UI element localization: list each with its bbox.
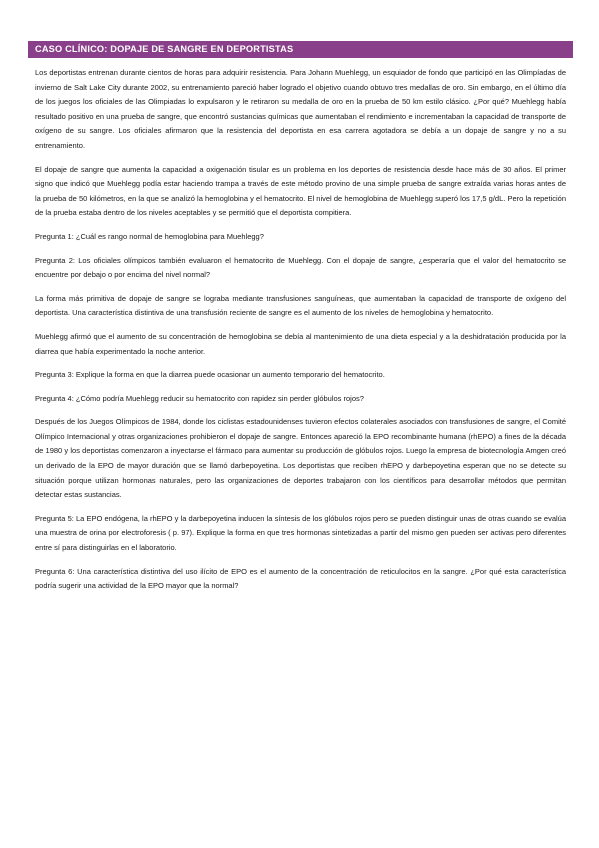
paragraph: Después de los Juegos Olímpicos de 1984, donde los ciclistas estadounidenses tuvieron efectos colaterales asociados con transfusiones de sangre, el Comité Olímpico Internacional y otras organizaciones prohibieron el dopaje de sangre. Entonces apareció la EPO recombinante humana (rhEPO) a fines de la década de 1980 y los deportistas comenzaron a inyectarse el fármaco para aumentar su producción de glóbulos rojos. Luego la empresa de biotecnología Amgen creó un derivado de la EPO de mayor duración que se llamó darbepoyetina. Los deportistas que reciben rhEPO y darbepoyetina esperan que no se detecte su situación porque utilizan hormonas naturales, pero las organizaciones de deportes trabajaron con los científicos para desarrollar métodos que permitan detectar estas sustancias. xyxy=(35,417,566,500)
question-6: Pregunta 6: Una característica distintiva del uso ilícito de EPO es el aumento de la concentración de reticulocitos en la sangre. ¿Por qué esta característica podría sugerir una actividad de la EPO mayor que la normal? xyxy=(35,566,566,591)
document-body xyxy=(35,66,566,603)
paragraph: Muehlegg afirmó que el aumento de su concentración de hemoglobina se debía al mantenimiento de una dieta especial y a la deshidratación producida por la diarrea que había experimentado la noche anterior. xyxy=(35,331,566,356)
paragraph: El dopaje de sangre que aumenta la capacidad a oxigenación tisular es un problema en los deportes de resistencia desde hace más de 30 años. El primer signo que indicó que Muehlegg podía estar haciendo trampa a través de este método provino de una simple prueba de sangre extraída varias horas antes de la prueba de 50 kilómetros, en la que se analizó la hemoglobina y el hematocrito. El nivel de hemoglobina de Muehlegg superó los 17,5 g/dL. Pero la repetición de la prueba estaba dentro de los niveles aceptables y se permitió que el deportista compitiera. xyxy=(35,164,566,218)
question-5: Pregunta 5: La EPO endógena, la rhEPO y la darbepoyetina inducen la síntesis de los glóbulos rojos pero se pueden distinguir unas de otras cuando se evalúa una muestra de orina por electroforesis ( p. 97). Explique la forma en que tres hormonas sintetizadas a partir del mismo gen pueden ser activas pero diferentes entre sí para distinguirlas en el laboratorio. xyxy=(35,513,566,553)
paragraph: La forma más primitiva de dopaje de sangre se lograba mediante transfusiones sanguíneas, que aumentaban la capacidad de transporte de oxígeno del deportista. Una característica distintiva de una transfusión reciente de sangre es el aumento de los niveles de hemoglobina y hematocrito. xyxy=(35,293,566,318)
question-3: Pregunta 3: Explique la forma en que la diarrea puede ocasionar un aumento temporario del hematocrito. xyxy=(35,370,385,380)
question-4: Pregunta 4: ¿Cómo podría Muehlegg reducir su hematocrito con rapidez sin perder glóbulos rojos? xyxy=(35,393,364,403)
section-title: CASO CLÍNICO: DOPAJE DE SANGRE EN DEPORTISTAS xyxy=(28,41,573,58)
question-1: Pregunta 1: ¿Cuál es rango normal de hemoglobina para Muehlegg? xyxy=(35,231,264,241)
paragraph: Los deportistas entrenan durante cientos de horas para adquirir resistencia. Para Johann Muehlegg, un esquiador de fondo que participó en las Olimpíadas de invierno de Salt Lake City durante 2002, su entrenamiento pareció haber logrado el objetivo cuando obtuvo tres medallas de oro. Sin embargo, en el último día de los juegos los oficiales de las Olimpiadas lo expulsaron y le retiraron su medalla de oro en la prueba de 50 km estilo clásico. ¿Por qué? Muehlegg había resultado positivo en una prueba de sangre, que encontró sustancias químicas que aumentaban el rendimiento e incrementaban la capacidad de transporte de oxígeno de su sangre. Los oficiales afirmaron que la resistencia del deportista en esa carrera agotadora se debía a un dopaje de sangre y no a su entrenamiento. xyxy=(35,68,566,150)
question-2: Pregunta 2: Los oficiales olímpicos también evaluaron el hematocrito de Muehlegg. Con el dopaje de sangre, ¿esperaría que el valor del hematocrito se encuentre por debajo o por encima del nivel normal? xyxy=(35,255,566,280)
